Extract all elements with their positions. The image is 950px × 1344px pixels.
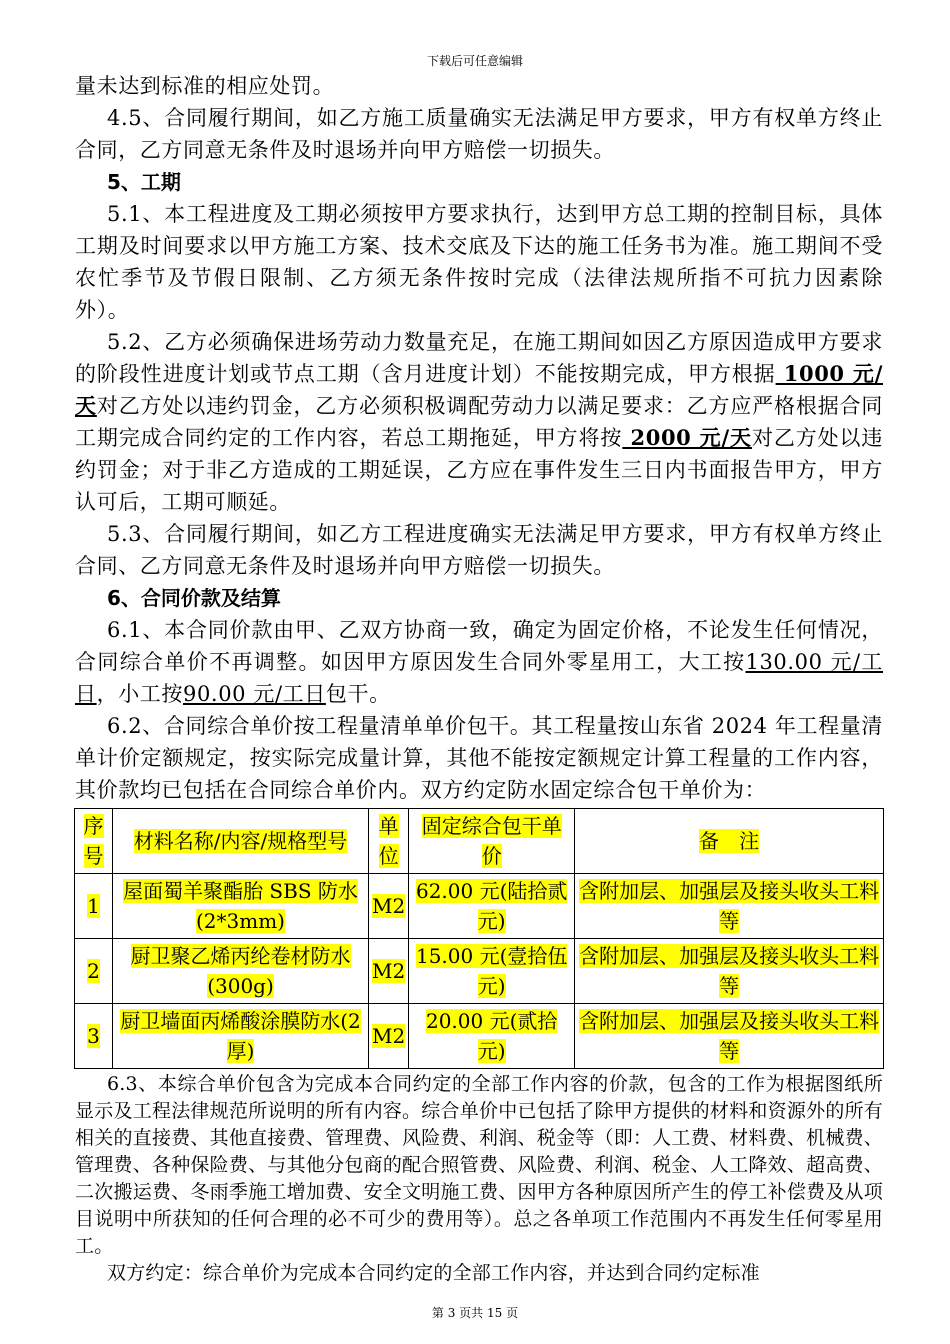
text: 6.1、本合同价款由甲、乙双方协商一致，确定为固定价格，不论发生任何情况，合同综合单价不再调整。如因甲方原因发生合同外零星用工，大工按 (75, 618, 883, 674)
table-cell: 3 (75, 1004, 113, 1069)
paragraph-5-2 (75, 326, 883, 518)
table-header-row (75, 809, 884, 874)
text: ，小工按 (96, 682, 184, 706)
table-cell: 含附加层、加强层及接头收头工料等 (575, 874, 884, 939)
table-cell: 含附加层、加强层及接头收头工料等 (575, 1004, 884, 1069)
table-cell: 2 (75, 939, 113, 1004)
table-cell: 20.00 元(贰拾元) (409, 1004, 575, 1069)
paragraph-4-5: 4.5、合同履行期间，如乙方施工质量确实无法满足甲方要求，甲方有权单方终止合同，乙方同意无条件及时退场并向甲方赔偿一切损失。 (75, 106, 883, 162)
table-row (75, 874, 884, 939)
document-body (75, 70, 883, 1287)
header-cell: 序号 (75, 809, 113, 874)
paragraph-6-1 (75, 614, 883, 710)
table-cell: 厨卫聚乙烯丙纶卷材防水(300g) (113, 939, 369, 1004)
header-cell: 材料名称/内容/规格型号 (113, 809, 369, 874)
table-row (75, 939, 884, 1004)
header-cell: 备 注 (575, 809, 884, 874)
price-table (74, 808, 884, 1069)
paragraph-6-2: 6.2、合同综合单价按工程量清单单价包干。其工程量按山东省 2024 年工程量清单计价定额规定，按实际完成量计算，其他不能按定额规定计算工程量的工作内容，其价款均已包括在合同综合单价内。双方约定防水固定综合包干单价为： (75, 714, 883, 802)
page-footer: 第 3 页共 15 页 (431, 1306, 519, 1320)
table-cell: M2 (369, 874, 409, 939)
penalty-value-2: 2000 元/天 (622, 425, 752, 450)
header-cell: 单位 (369, 809, 409, 874)
paragraph-5-1: 5.1、本工程进度及工期必须按甲方要求执行，达到甲方总工期的控制目标，具体工期及时间要求以甲方施工方案、技术交底及下达的施工任务书为准。施工期间不受农忙季节及节假日限制、乙方须无条件按时完成（法律法规所指不可抗力因素除外）。 (75, 202, 883, 322)
table-cell: 62.00 元(陆拾贰元) (409, 874, 575, 939)
paragraph-last: 双方约定：综合单价为完成本合同约定的全部工作内容，并达到合同约定标准 (107, 1262, 760, 1284)
table-cell: 含附加层、加强层及接头收头工料等 (575, 939, 884, 1004)
table-cell: 1 (75, 874, 113, 939)
text: 5.2、乙方必须确保进场劳动力数量充足，在施工期间如因乙方原因造成甲方要求的阶段性进度计划或节点工期（含月进度计划）不能按期完成，甲方根据 (75, 330, 883, 386)
small-text-section (75, 1071, 883, 1287)
heading-5: 5、工期 (107, 170, 181, 194)
labor-price-1: 130.00 元/工日 (75, 650, 883, 706)
heading-6: 6、合同价款及结算 (107, 586, 281, 610)
text: 对乙方处以违约罚金，乙方必须积极调配劳动力以满足要求：乙方应严格根据合同工期完成合同约定的工作内容，若总工期拖延，甲方将按 (75, 394, 883, 450)
table-cell: 屋面蜀羊聚酯胎 SBS 防水(2*3mm) (113, 874, 369, 939)
table-cell: 厨卫墙面丙烯酸涂膜防水(2 厚) (113, 1004, 369, 1069)
text: 对乙方处以违约罚金；对于非乙方造成的工期延误，乙方应在事件发生三日内书面报告甲方，甲方认可后，工期可顺延。 (75, 426, 884, 514)
table-cell: 15.00 元(壹拾伍元) (409, 939, 575, 1004)
table-row (75, 1004, 884, 1069)
table-cell: M2 (369, 939, 409, 1004)
paragraph-top: 量未达到标准的相应处罚。 (75, 74, 335, 98)
header-cell: 固定综合包干单价 (409, 809, 575, 874)
page-header: 下载后可任意编辑 (426, 54, 523, 68)
table-cell: M2 (369, 1004, 409, 1069)
penalty-value-1: 1000 元/天 (75, 361, 883, 418)
labor-price-2: 90.00 元/工日 (183, 682, 326, 706)
text: 包干。 (325, 682, 391, 706)
paragraph-5-3: 5.3、合同履行期间，如乙方工程进度确实无法满足甲方要求，甲方有权单方终止合同、乙方同意无条件及时退场并向甲方赔偿一切损失。 (75, 522, 883, 578)
paragraph-6-3: 6.3、本综合单价包含为完成本合同约定的全部工作内容的价款，包含的工作为根据图纸所显示及工程法律规范所说明的所有内容。综合单价中已包括了除甲方提供的材料和资源外的所有相关的直接费、其他直接费、管理费、风险费、利润、税金等（即：人工费、材料费、机械费、管理费、各种保险费、与其他分包商的配合照管费、风险费、利润、税金、人工降效、超高费、二次搬运费、冬雨季施工增加费、安全文明施工费、因甲方各种原因所产生的停工补偿费及从项目说明中所获知的任何合理的必不可少的费用等）。总之各单项工作范围内不再发生任何零星用工。 (75, 1073, 883, 1257)
